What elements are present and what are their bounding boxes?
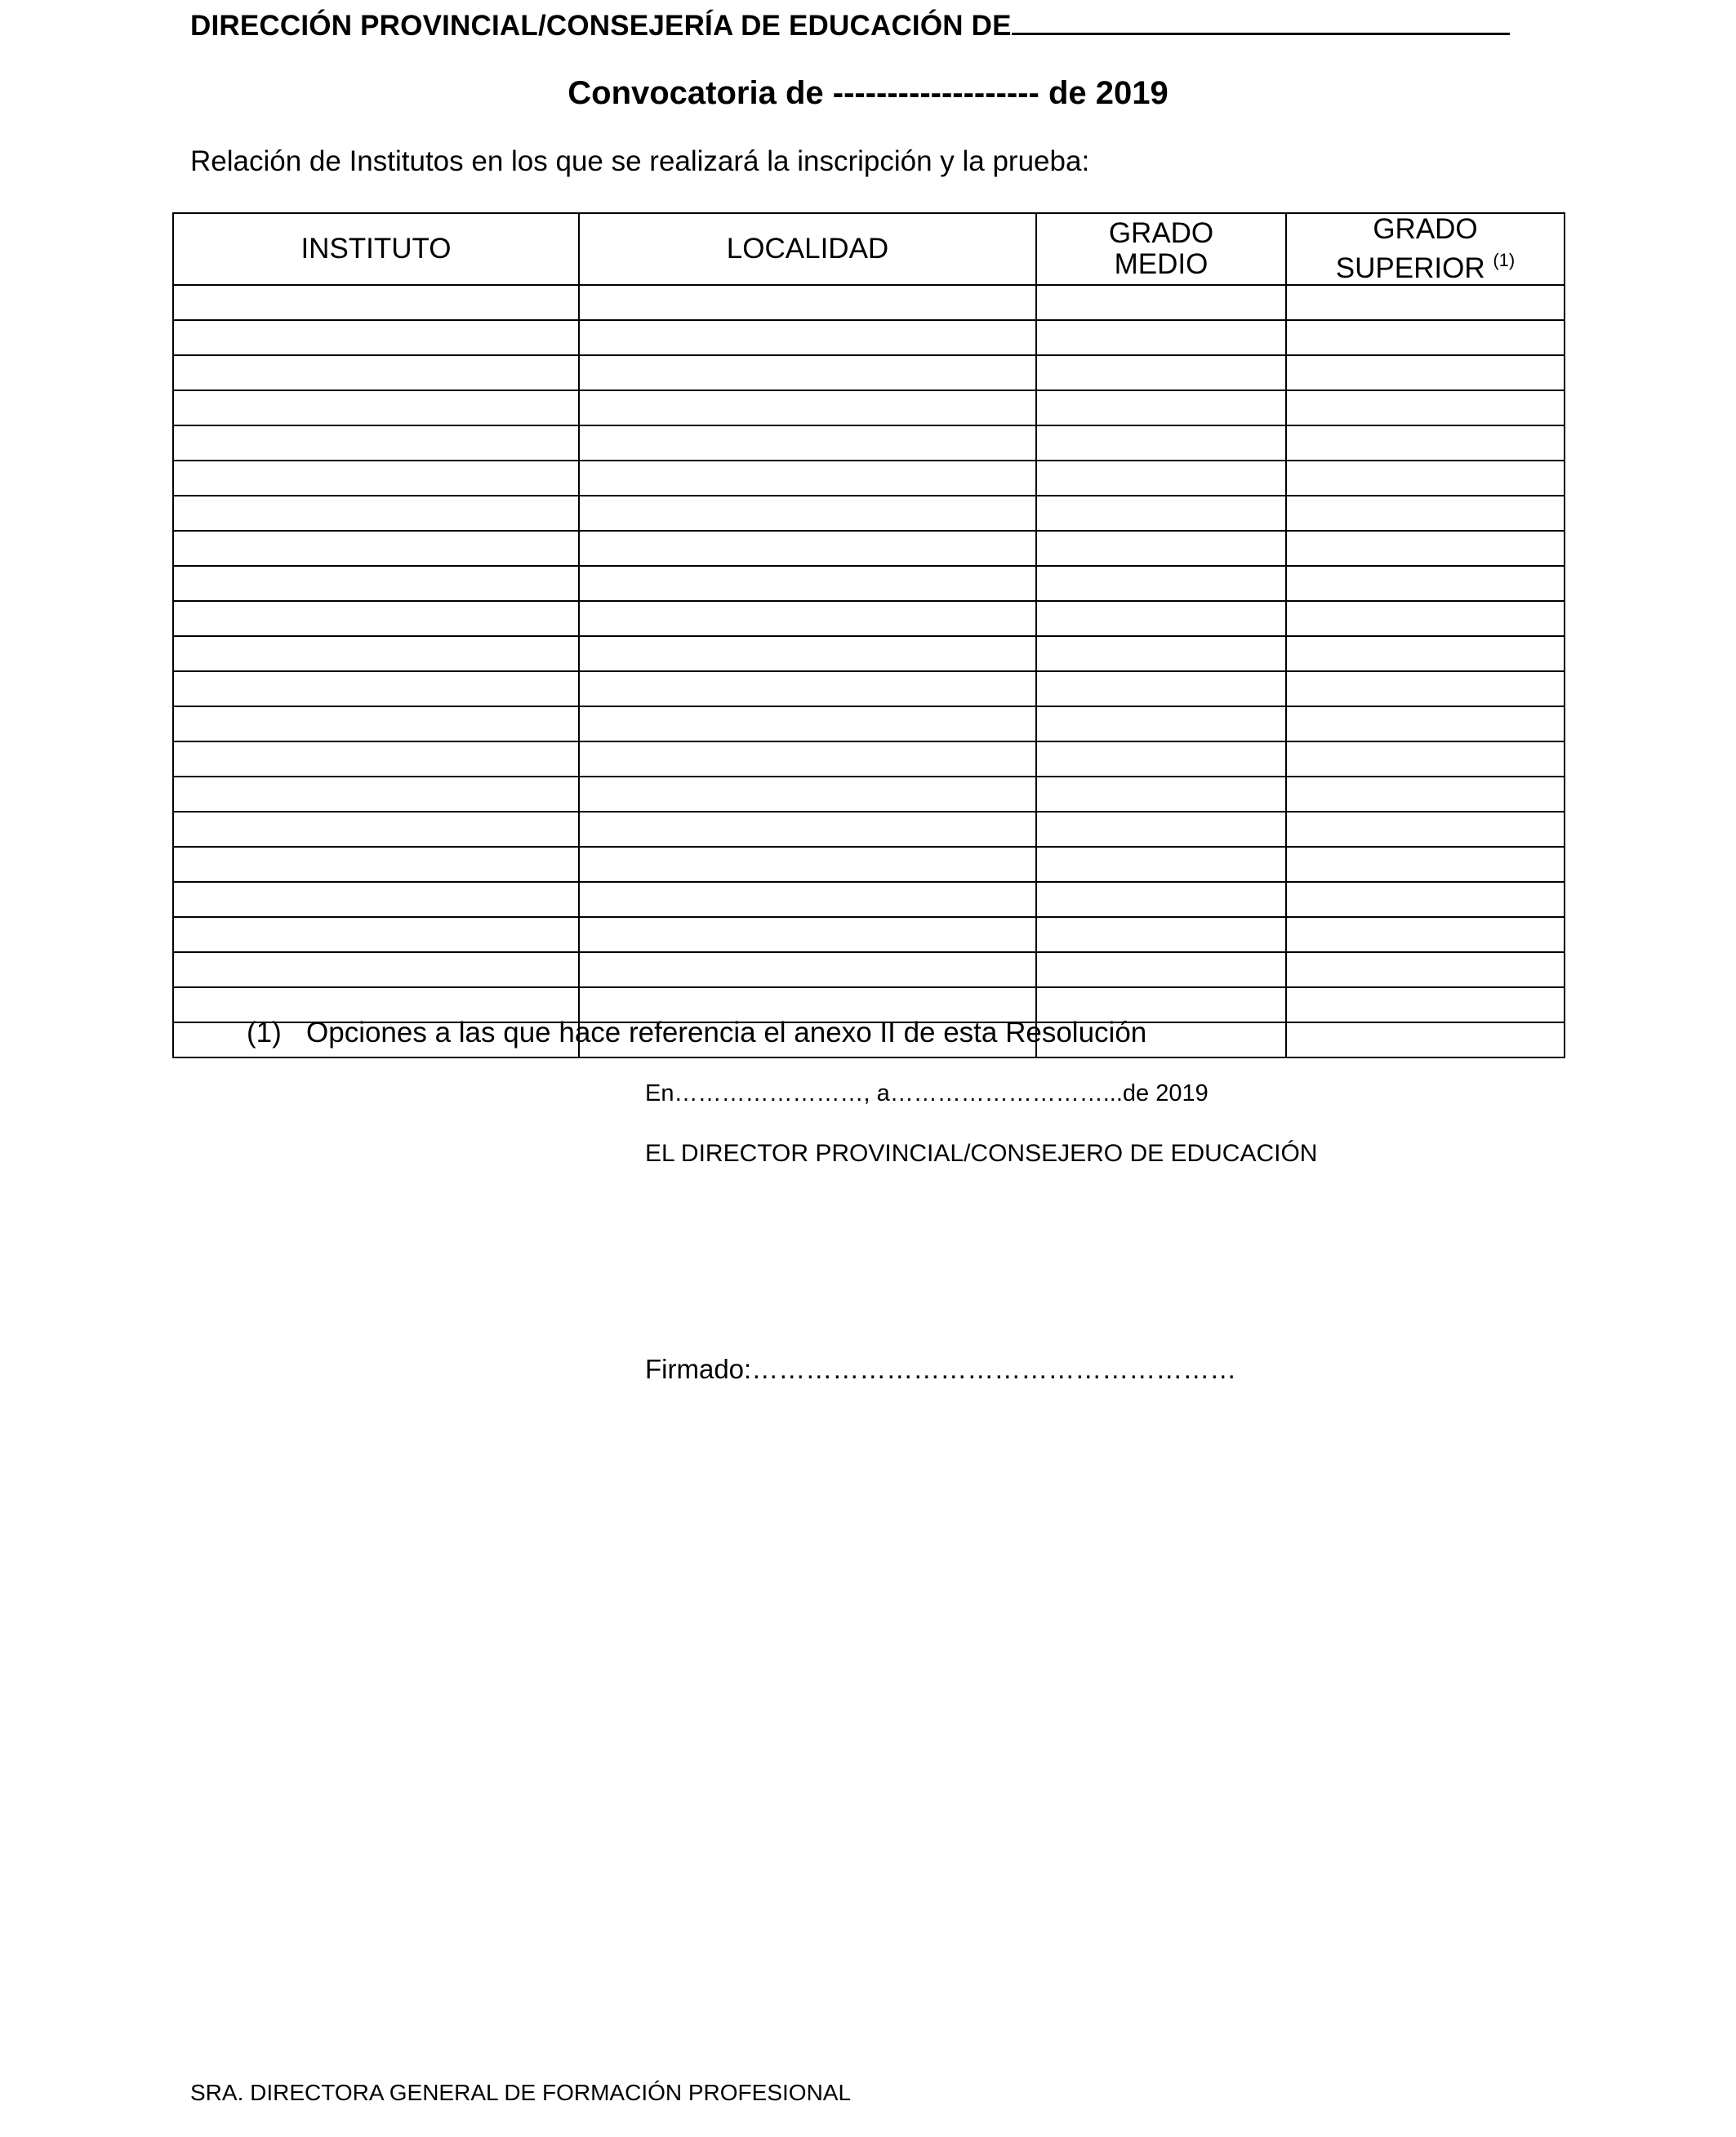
cell-localidad[interactable] <box>579 636 1036 671</box>
cell-grado-superior[interactable] <box>1286 601 1565 636</box>
table-row <box>173 777 1565 812</box>
cell-localidad[interactable] <box>579 425 1036 461</box>
footnote-marker: (1) <box>1493 250 1516 270</box>
header-grado-superior <box>1286 213 1565 285</box>
header-instituto-label: INSTITUTO <box>300 233 452 265</box>
table-row <box>173 531 1565 566</box>
cell-grado-superior[interactable] <box>1286 461 1565 496</box>
footnote-text: Opciones a las que hace referencia el anexo II de esta Resolución <box>306 1017 1147 1048</box>
table-row <box>173 636 1565 671</box>
table-row <box>173 847 1565 882</box>
cell-localidad[interactable] <box>579 882 1036 917</box>
cell-grado-medio[interactable] <box>1036 706 1286 741</box>
signature-line[interactable]: Firmado:……………………………………………… <box>645 1354 1237 1384</box>
cell-grado-medio[interactable] <box>1036 355 1286 390</box>
cell-localidad[interactable] <box>579 285 1036 320</box>
cell-grado-superior[interactable] <box>1286 917 1565 952</box>
cell-grado-superior[interactable] <box>1286 390 1565 425</box>
cell-localidad[interactable] <box>579 355 1036 390</box>
cell-instituto[interactable] <box>173 812 579 847</box>
cell-instituto[interactable] <box>173 741 579 777</box>
table-row <box>173 706 1565 741</box>
addressee: SRA. DIRECTORA GENERAL DE FORMACIÓN PROFESIONAL <box>190 2080 852 2105</box>
cell-localidad[interactable] <box>579 706 1036 741</box>
header-direction <box>190 8 1510 42</box>
institutes-table-container <box>172 212 1564 1058</box>
cell-grado-medio[interactable] <box>1036 777 1286 812</box>
cell-grado-medio[interactable] <box>1036 882 1286 917</box>
cell-instituto[interactable] <box>173 636 579 671</box>
cell-instituto[interactable] <box>173 461 579 496</box>
cell-instituto[interactable] <box>173 952 579 987</box>
cell-instituto[interactable] <box>173 355 579 390</box>
cell-instituto[interactable] <box>173 601 579 636</box>
cell-grado-medio[interactable] <box>1036 952 1286 987</box>
table-row <box>173 601 1565 636</box>
cell-localidad[interactable] <box>579 496 1036 531</box>
cell-grado-superior[interactable] <box>1286 671 1565 706</box>
header-blank-line[interactable] <box>1012 8 1510 35</box>
cell-grado-medio[interactable] <box>1036 390 1286 425</box>
cell-instituto[interactable] <box>173 496 579 531</box>
cell-grado-medio[interactable] <box>1036 320 1286 355</box>
cell-grado-superior[interactable] <box>1286 741 1565 777</box>
director-title: EL DIRECTOR PROVINCIAL/CONSEJERO DE EDUCACIÓN <box>645 1140 1318 1167</box>
cell-grado-superior[interactable] <box>1286 1022 1565 1057</box>
header-grado-medio-line2: MEDIO <box>1114 248 1209 280</box>
cell-grado-medio[interactable] <box>1036 461 1286 496</box>
table-body <box>173 285 1565 1057</box>
cell-grado-medio[interactable] <box>1036 636 1286 671</box>
cell-grado-superior[interactable] <box>1286 847 1565 882</box>
cell-grado-medio[interactable] <box>1036 917 1286 952</box>
header-grado-medio-line1: GRADO <box>1108 217 1214 249</box>
cell-grado-medio[interactable] <box>1036 566 1286 601</box>
document-title: Convocatoria de ------------------- de 2019 <box>568 75 1168 111</box>
cell-instituto[interactable] <box>173 566 579 601</box>
cell-grado-medio[interactable] <box>1036 285 1286 320</box>
table-row <box>173 917 1565 952</box>
cell-grado-superior[interactable] <box>1286 952 1565 987</box>
cell-grado-medio[interactable] <box>1036 847 1286 882</box>
cell-grado-superior[interactable] <box>1286 285 1565 320</box>
cell-localidad[interactable] <box>579 847 1036 882</box>
cell-instituto[interactable] <box>173 531 579 566</box>
table-header-row <box>173 213 1565 285</box>
table-row <box>173 355 1565 390</box>
cell-grado-medio[interactable] <box>1036 496 1286 531</box>
cell-localidad[interactable] <box>579 777 1036 812</box>
cell-localidad[interactable] <box>579 461 1036 496</box>
cell-grado-superior[interactable] <box>1286 355 1565 390</box>
cell-grado-superior[interactable] <box>1286 706 1565 741</box>
table-row <box>173 461 1565 496</box>
cell-localidad[interactable] <box>579 952 1036 987</box>
cell-instituto[interactable] <box>173 425 579 461</box>
cell-grado-medio[interactable] <box>1036 741 1286 777</box>
cell-grado-medio[interactable] <box>1036 671 1286 706</box>
table-row <box>173 285 1565 320</box>
place-date-line[interactable]: En……………………, a………………………...de 2019 <box>645 1080 1209 1106</box>
header-direction-text: DIRECCIÓN PROVINCIAL/CONSEJERÍA DE EDUCACIÓN DE <box>190 10 1012 42</box>
table-row <box>173 671 1565 706</box>
cell-localidad[interactable] <box>579 566 1036 601</box>
cell-grado-superior[interactable] <box>1286 812 1565 847</box>
header-grado-superior-line2: SUPERIOR <box>1335 252 1485 284</box>
footnote <box>247 1017 1146 1049</box>
cell-instituto[interactable] <box>173 285 579 320</box>
cell-localidad[interactable] <box>579 320 1036 355</box>
cell-localidad[interactable] <box>579 390 1036 425</box>
cell-grado-superior[interactable] <box>1286 987 1565 1022</box>
cell-grado-superior[interactable] <box>1286 320 1565 355</box>
cell-grado-superior[interactable] <box>1286 566 1565 601</box>
cell-localidad[interactable] <box>579 671 1036 706</box>
cell-grado-medio[interactable] <box>1036 425 1286 461</box>
cell-grado-superior[interactable] <box>1286 882 1565 917</box>
cell-grado-superior[interactable] <box>1286 496 1565 531</box>
cell-localidad[interactable] <box>579 741 1036 777</box>
table-row <box>173 390 1565 425</box>
header-grado-medio <box>1036 213 1286 285</box>
cell-instituto[interactable] <box>173 390 579 425</box>
cell-instituto[interactable] <box>173 847 579 882</box>
table-row <box>173 952 1565 987</box>
cell-grado-superior[interactable] <box>1286 425 1565 461</box>
cell-grado-superior[interactable] <box>1286 531 1565 566</box>
table-row <box>173 425 1565 461</box>
header-localidad <box>579 213 1036 285</box>
cell-localidad[interactable] <box>579 601 1036 636</box>
table-row <box>173 812 1565 847</box>
cell-instituto[interactable] <box>173 320 579 355</box>
cell-instituto[interactable] <box>173 706 579 741</box>
cell-grado-superior[interactable] <box>1286 777 1565 812</box>
table-row <box>173 882 1565 917</box>
table-row <box>173 496 1565 531</box>
cell-localidad[interactable] <box>579 917 1036 952</box>
cell-grado-medio[interactable] <box>1036 531 1286 566</box>
institutes-table <box>172 212 1565 1058</box>
cell-localidad[interactable] <box>579 812 1036 847</box>
header-instituto <box>173 213 579 285</box>
cell-instituto[interactable] <box>173 671 579 706</box>
cell-instituto[interactable] <box>173 882 579 917</box>
cell-grado-medio[interactable] <box>1036 601 1286 636</box>
table-row <box>173 741 1565 777</box>
table-row <box>173 566 1565 601</box>
cell-instituto[interactable] <box>173 777 579 812</box>
header-grado-superior-line1: GRADO <box>1373 213 1478 245</box>
cell-grado-superior[interactable] <box>1286 636 1565 671</box>
intro-text: Relación de Institutos en los que se realizará la inscripción y la prueba: <box>190 145 1090 177</box>
footnote-number: (1) <box>247 1017 282 1048</box>
header-localidad-label: LOCALIDAD <box>726 233 889 265</box>
cell-instituto[interactable] <box>173 917 579 952</box>
cell-localidad[interactable] <box>579 531 1036 566</box>
cell-grado-medio[interactable] <box>1036 812 1286 847</box>
table-row <box>173 320 1565 355</box>
